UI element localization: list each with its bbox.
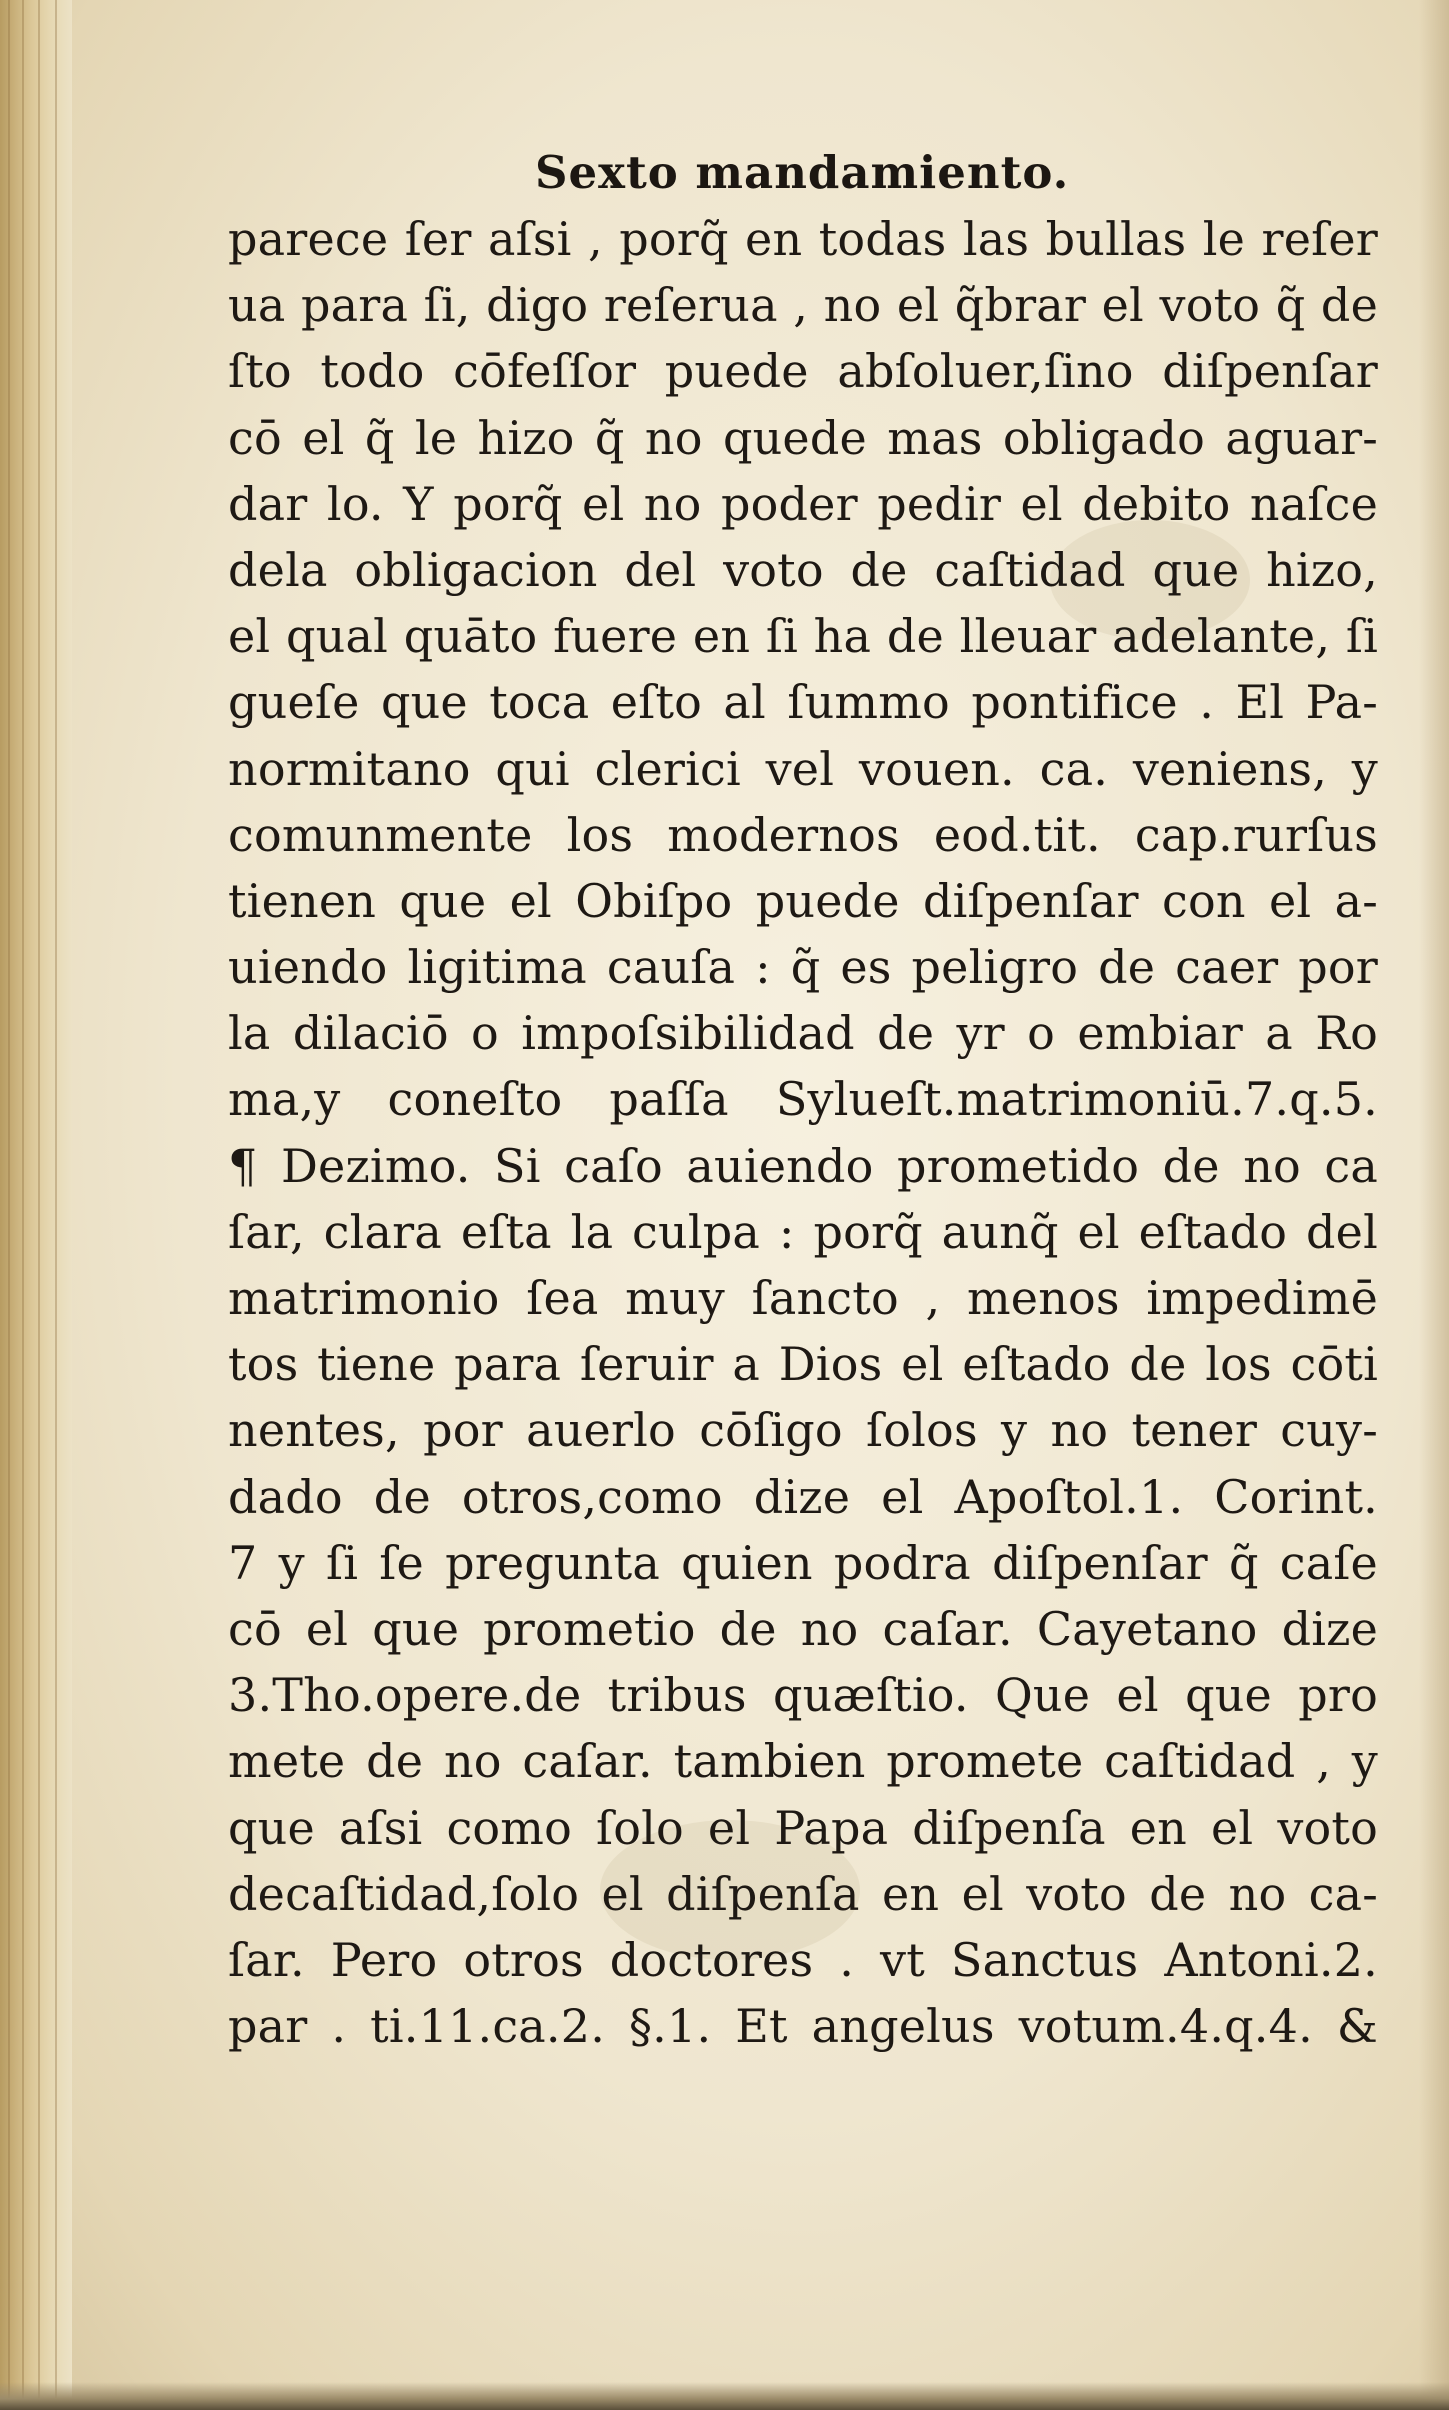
text-line: uiendo ligitima cauſa : q̃ es peligro de caer por <box>228 940 1378 995</box>
text-line: cō el que prometio de no caſar. Cayetano dize <box>228 1601 1378 1656</box>
text-line: mete de no caſar. tambien promete caſtidad , y <box>228 1734 1378 1789</box>
text-line: par . ti.11.ca.2. §.1. Et angelus votum.4.q.4. & <box>228 1999 1378 2054</box>
gutter-line <box>8 0 10 2410</box>
text-line: parece ſer aſsi , porq̃ en todas las bullas le reſer <box>228 212 1378 266</box>
text-line: ma,y coneſto paſſa Sylueſt.matrimoniū.7.q.5. <box>228 1072 1378 1127</box>
text-line: gueſe que toca eſto al ſummo pontifice . El Pa- <box>228 675 1378 730</box>
text-line: 3.Tho.opere.de tribus quæſtio. Que el que pro <box>228 1668 1378 1723</box>
gutter-line <box>55 0 57 2410</box>
gutter-line <box>22 0 24 2410</box>
text-line: que aſsi como ſolo el Papa diſpenſa en el voto <box>228 1800 1378 1855</box>
running-head: Sexto mandamiento. <box>535 146 1070 199</box>
gutter-line <box>38 0 40 2410</box>
text-line: el qual quāto fuere en ſi ha de lleuar adelante, ſi <box>228 609 1378 664</box>
text-line: comunmente los modernos eod.tit. cap.rurſus <box>228 807 1378 862</box>
text-line: la dilaciō o impoſsibilidad de yr o embiar a Ro <box>228 1006 1378 1061</box>
text-line: ſto todo cōfeſſor puede abſoluer,ſino diſpenſar <box>228 344 1378 399</box>
text-line: 7 y ſi ſe pregunta quien podra diſpenſar q̃ caſe <box>228 1535 1378 1590</box>
text-line: ſar, clara eſta la culpa : porq̃ aunq̃ el eſtado del <box>228 1204 1378 1259</box>
page-gutter <box>0 0 72 2410</box>
text-line: nentes, por auerlo cōſigo ſolos y no tener cuy- <box>228 1403 1378 1458</box>
text-line: dar lo. Y porq̃ el no poder pedir el debito naſce <box>228 476 1378 531</box>
text-line: ¶ Dezimo. Si caſo auiendo prometido de no ca <box>228 1138 1378 1193</box>
text-line: decaſtidad,ſolo el diſpenſa en el voto de no ca- <box>228 1866 1378 1921</box>
page-bottom-edge <box>0 2382 1449 2410</box>
text-line: normitano qui clerici vel vouen. ca. veniens, y <box>228 741 1378 796</box>
page-edge-shadow <box>1419 0 1449 2410</box>
text-line: cō el q̃ le hizo q̃ no quede mas obligado aguar- <box>228 410 1378 465</box>
text-line: ua para ſi, digo reſerua , no el q̃brar el voto q̃ de <box>228 278 1378 333</box>
text-line: matrimonio ſea muy ſancto , menos impedimē <box>228 1271 1378 1325</box>
body-text <box>228 206 1378 2059</box>
text-line: tienen que el Obiſpo puede diſpenſar con el a- <box>228 873 1378 928</box>
text-line: dado de otros,como dize el Apoſtol.1. Corint. <box>228 1469 1378 1524</box>
text-line: ſar. Pero otros doctores . vt Sanctus Antoni.2. <box>228 1932 1378 1987</box>
text-line: tos tiene para ſeruir a Dios el eſtado de los cōti <box>228 1337 1378 1392</box>
text-line: dela obligacion del voto de caſtidad que hizo, <box>228 542 1378 597</box>
